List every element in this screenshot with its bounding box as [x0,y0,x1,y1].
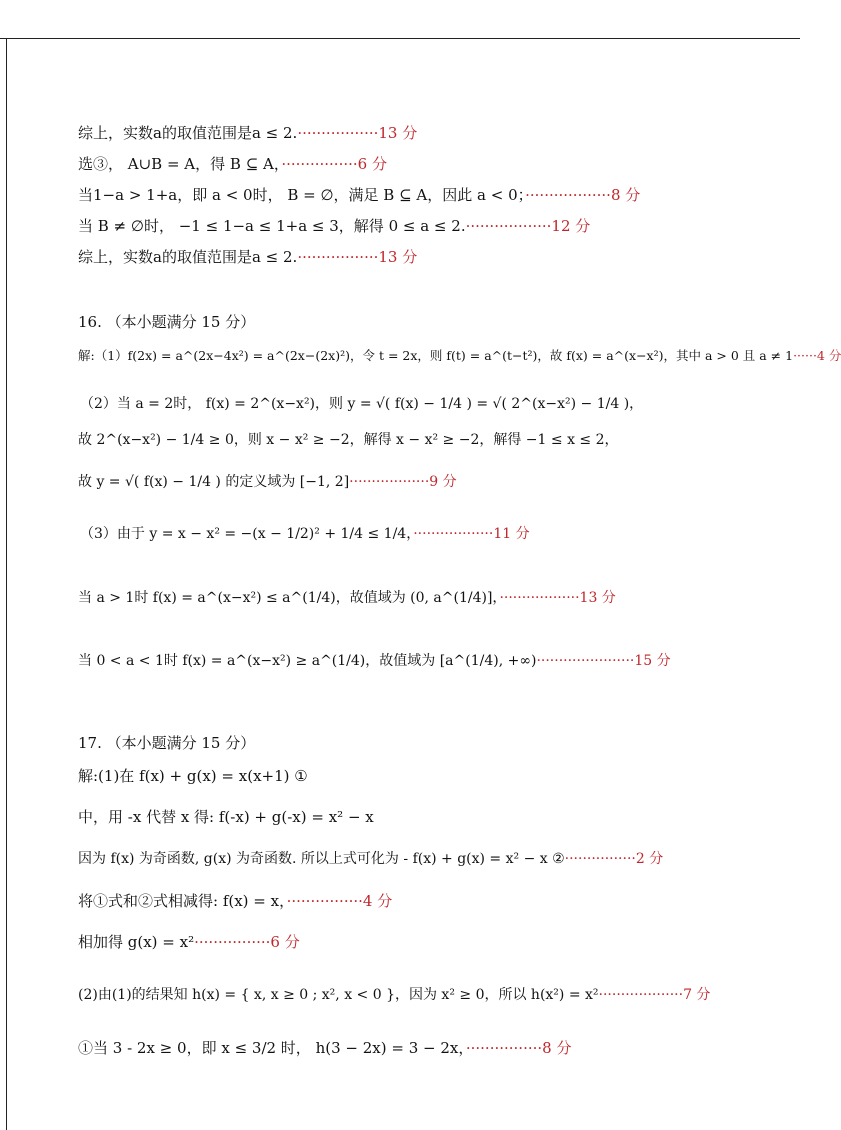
line-text: 当 0 < a < 1时 f(x) = a^(x−x²) ≥ a^(1/4)，故值域为 [a^(1/4), +∞) [78,653,537,669]
line-text: 当 B ≠ ∅时， −1 ≤ 1−a ≤ 1+a ≤ 3，解得 0 ≤ a ≤ 2. [78,217,466,235]
line-text: ①当 3 - 2x ≥ 0，即 x ≤ 3/2 时， h(3 − 2x) = 3 − 2x， [78,1039,466,1057]
line-text: (2)由(1)的结果知 h(x) = { x, x ≥ 0 ; x², x < 0 }，因为 x² ≥ 0，所以 h(x²) = x² [78,987,599,1003]
text-line [78,807,374,827]
line-text: 因为 f(x) 为奇函数, g(x) 为奇函数. 所以上式可化为 - f(x) + g(x) = x² − x ② [78,851,565,867]
line-text: 综上，实数a的取值范围是a ≤ 2. [78,124,298,142]
score-points: ··················11 分 [413,526,530,542]
line-text: 当 a > 1时 f(x) = a^(x−x²) ≤ a^(1/4)，故值域为 (0, a^(1/4)]， [78,590,500,606]
line-text: 相加得 g(x) = x² [78,933,195,951]
score-points: ··················9 分 [349,474,457,490]
line-text: 解:(1)在 f(x) + g(x) = x(x+1) ① [78,767,308,785]
score-points: ···················7 分 [598,987,711,1003]
text-line [78,588,616,608]
line-text: 综上，实数a的取值范围是a ≤ 2. [78,248,298,266]
score-points: ················6 分 [281,155,387,173]
text-line [78,1038,571,1058]
text-line [80,394,643,414]
text-line [78,346,841,366]
text-line [78,472,457,492]
score-points: ··················12 分 [465,217,591,235]
line-text: 将①式和②式相减得: f(x) = x， [78,892,287,910]
page-border-top [0,38,800,39]
line-text: 解:（1）f(2x) = a^(2x−4x²) = a^(2x−(2x)²)，令 t = 2x，则 f(t) = a^(t−t²)，故 f(x) = a^(x−x²)，其中 a > 0 且 a ≠ 1 [78,348,794,363]
text-line [78,430,619,450]
text-line [78,985,710,1005]
text-line [78,849,663,869]
score-points: ················8 分 [465,1039,572,1057]
line-text: 故 y = √( f(x) − 1/4 ) 的定义域为 [−1, 2] [78,474,350,490]
score-points: ················6 分 [194,933,300,951]
score-points: ················4 分 [286,892,393,910]
text-line [78,651,671,671]
text-line [78,247,417,267]
score-points: ······4 分 [793,348,841,363]
section-heading-16 [78,312,255,332]
line-text: 故 2^(x−x²) − 1/4 ≥ 0，则 x − x² ≥ −2，解得 x − x² ≥ −2，解得 −1 ≤ x ≤ 2， [78,432,619,448]
line-text: 当1−a > 1+a，即 a < 0时， B = ∅，满足 B ⊆ A，因此 a < 0； [78,186,526,204]
text-line [78,216,590,236]
text-line [78,891,392,911]
page-border-left [6,38,7,1130]
line-text: 中，用 -x 代替 x 得: f(-x) + g(-x) = x² − x [78,808,374,826]
line-text: （3）由于 y = x − x² = −(x − 1/2)² + 1/4 ≤ 1/4， [80,526,414,542]
score-points: ·················13 分 [297,248,418,266]
score-points: ··················13 分 [499,590,616,606]
line-text: 选③， A∪B = A，得 B ⊆ A， [78,155,282,173]
score-points: ·················13 分 [297,124,418,142]
line-text: （2）当 a = 2时， f(x) = 2^(x−x²)，则 y = √( f(x) − 1/4 ) = √( 2^(x−x²) − 1/4 )， [80,396,644,412]
text-line [78,123,417,143]
text-line [78,154,387,174]
text-line [78,185,640,205]
score-points: ······················15 分 [536,653,671,669]
line-text: 17. （本小题满分 15 分） [78,734,256,752]
section-heading-17 [78,733,255,753]
score-points: ··················8 分 [525,186,641,204]
text-line [80,524,530,544]
text-line [78,766,308,786]
line-text: 16. （本小题满分 15 分） [78,313,256,331]
score-points: ················2 分 [564,851,664,867]
text-line [78,932,300,952]
